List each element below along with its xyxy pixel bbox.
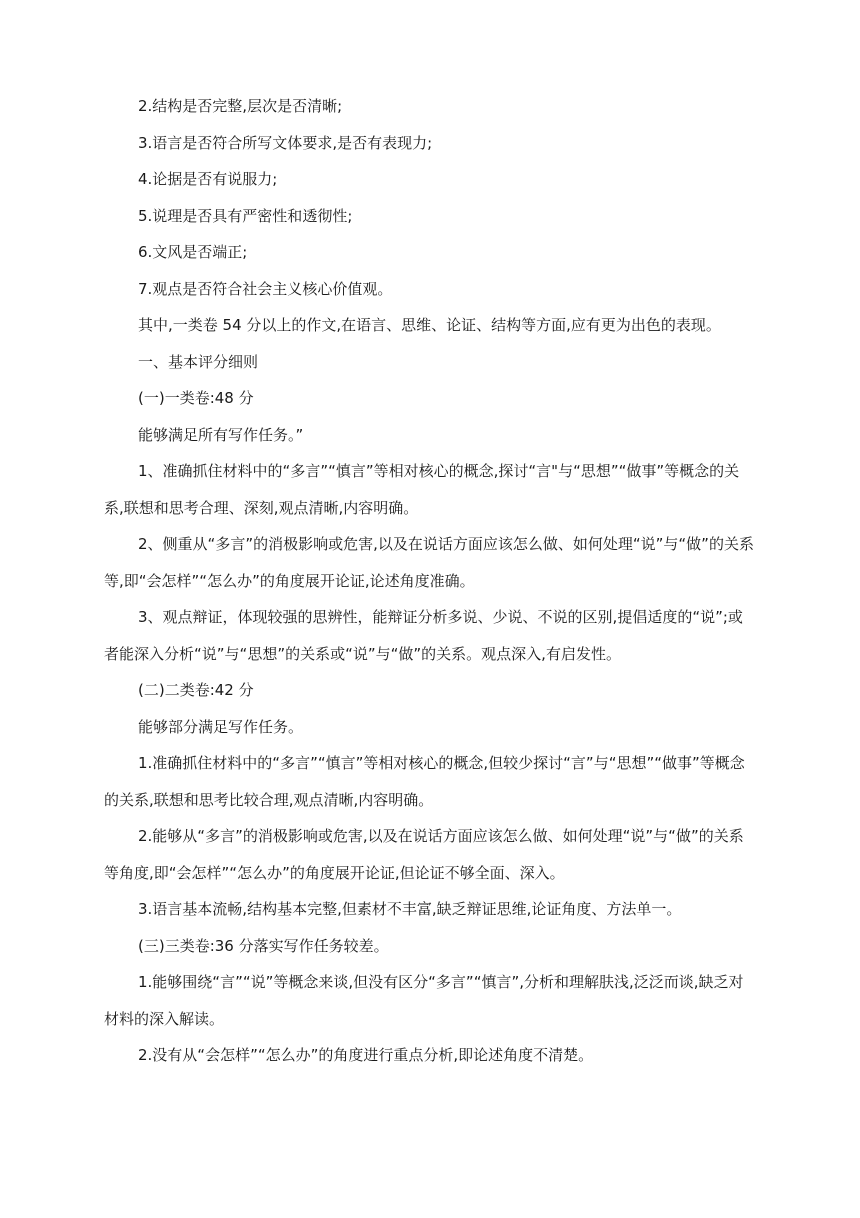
section-heading: 一、基本评分细则 [138,352,259,371]
grade-one-heading: (一)一类卷:48 分 [138,389,254,407]
grade-three-heading: (三)三类卷:36 分落实写作任务较差。 [138,936,389,955]
document-body [104,88,756,1074]
grade-two-heading: (二)二类卷:42 分 [138,681,254,699]
grade-one-summary: 能够满足所有写作任务。” [138,425,304,444]
grade-one-item-1: 1、准确抓住材料中的“多言”“慎言”等相对核心的概念,探讨“言"与“思想”“做事”等概念的关系,联想和思考合理、深刻,观点清晰,内容明确。 [104,462,740,517]
grade-three-item-2: 2.没有从“会怎样”“怎么办”的角度进行重点分析,即论述角度不清楚。 [138,1046,594,1064]
grade-one-item-2: 2、侧重从“多言”的消极影响或危害,以及在说话方面应该怎么做、如何处理“说”与“做”的关系等,即“会怎样”“怎么办”的角度展开论证,论述角度准确。 [104,535,754,590]
grade-two-item-1: 1.准确抓住材料中的“多言”“慎言”等相对核心的概念,但较少探讨“言”与“思想”“做事”等概念的关系,联想和思考比较合理,观点清晰,内容明确。 [104,754,745,809]
criterion-evidence: 4.论据是否有说服力; [138,170,278,188]
criterion-values: 7.观点是否符合社会主义核心价值观。 [138,279,393,298]
criterion-language: 3.语言是否符合所写文体要求,是否有表现力; [138,133,433,152]
criterion-structure: 2.结构是否完整,层次是否清晰; [138,97,343,115]
grade-two-item-2: 2.能够从“多言”的消极影响或危害,以及在说话方面应该怎么做、如何处理“说”与“做”的关系等角度,即“会怎样”“怎么办”的角度展开论证,但论证不够全面、深入。 [104,827,744,882]
grade-one-item-3: 3、观点辩证，体现较强的思辨性，能辩证分析多说、少说、不说的区别,提倡适度的“说”;或者能深入分析“说”与“思想”的关系或“说”与“做”的关系。观点深入,有启发性。 [104,608,743,663]
grade-three-item-1: 1.能够围绕“言”“说”等概念来谈,但没有区分“多言”“慎言”,分析和理解肤浅,泛泛而谈,缺乏对材料的深入解读。 [104,973,744,1028]
grade-two-item-3: 3.语言基本流畅,结构基本完整,但素材不丰富,缺乏辩证思维,论证角度、方法单一。 [138,900,682,918]
grade-two-summary: 能够部分满足写作任务。 [138,717,304,736]
top-score-note: 其中,一类卷 54 分以上的作文,在语言、思维、论证、结构等方面,应有更为出色的表现。 [138,316,721,334]
criterion-style: 6.文风是否端正; [138,243,248,261]
criterion-reasoning: 5.说理是否具有严密性和透彻性; [138,206,353,225]
